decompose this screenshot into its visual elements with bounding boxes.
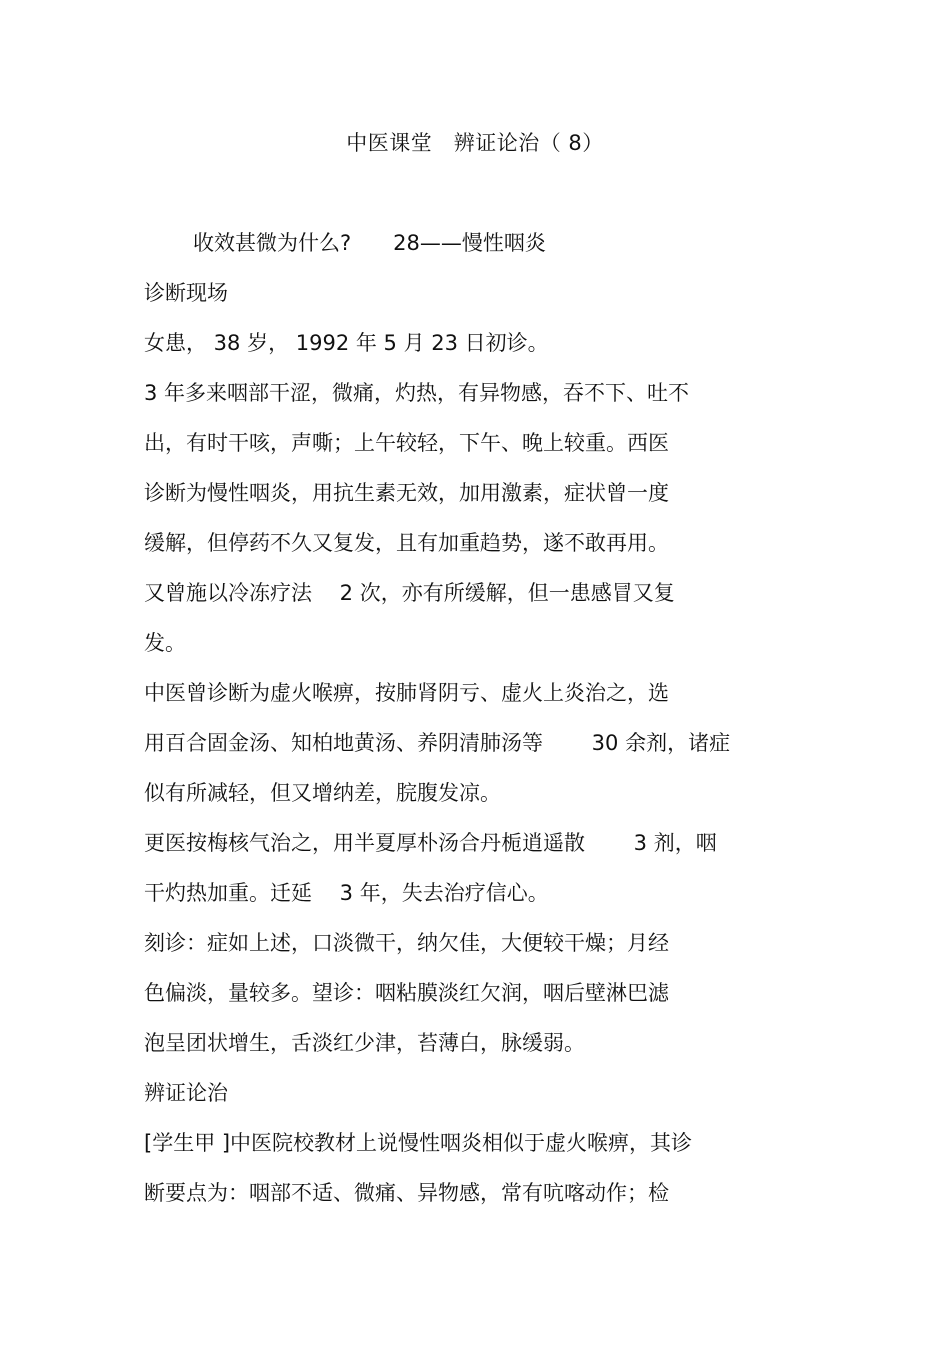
page-title: 中医课堂 辨证论治（ 8） [346,131,604,155]
text-line: 断要点为：咽部不适、微痛、异物感，常有吭喀动作；检 [144,1181,669,1205]
text-line: 出，有时干咳，声嘶；上午较轻，下午、晚上较重。西医 [144,431,669,455]
text-line: 女患， 38 岁， 1992 年 5 月 23 日初诊。 [144,331,549,355]
text-line: 又曾施以冷冻疗法 2 次，亦有所缓解，但一患感冒又复 [144,581,675,605]
text-line: 缓解，但停药不久又复发，且有加重趋势，遂不敢再用。 [144,531,669,555]
text-line: 用百合固金汤、知柏地黄汤、养阴清肺汤等 30 余剂，诸症 [144,731,731,755]
body-text [144,276,804,1226]
text-line: 泡呈团状增生，舌淡红少津，苔薄白，脉缓弱。 [144,1031,585,1055]
text-line: 中医曾诊断为虚火喉痹，按肺肾阴亏、虚火上炎治之，选 [144,681,669,705]
text-line: 3 年多来咽部干涩，微痛，灼热，有异物感，吞不下、吐不 [144,381,690,405]
text-line: 色偏淡，量较多。望诊：咽粘膜淡红欠润，咽后壁淋巴滤 [144,981,669,1005]
section-heading-treatment: 辨证论治 [144,1081,228,1105]
section-heading-diagnosis: 诊断现场 [144,281,228,305]
text-line: 更医按梅核气治之，用半夏厚朴汤合丹栀逍遥散 3 剂，咽 [144,831,717,855]
text-line: 刻诊：症如上述，口淡微干，纳欠佳，大便较干燥；月经 [144,931,669,955]
text-line: 似有所减轻，但又增纳差，脘腹发凉。 [144,781,501,805]
text-line: 诊断为慢性咽炎，用抗生素无效，加用激素，症状曾一度 [144,481,669,505]
text-line: [学生甲 ]中医院校教材上说慢性咽炎相似于虚火喉痹，其诊 [144,1131,693,1155]
page-subtitle: 收效甚微为什么? 28——慢性咽炎 [193,231,546,255]
text-line: 干灼热加重。迁延 3 年，失去治疗信心。 [144,881,549,905]
text-line: 发。 [144,631,186,655]
